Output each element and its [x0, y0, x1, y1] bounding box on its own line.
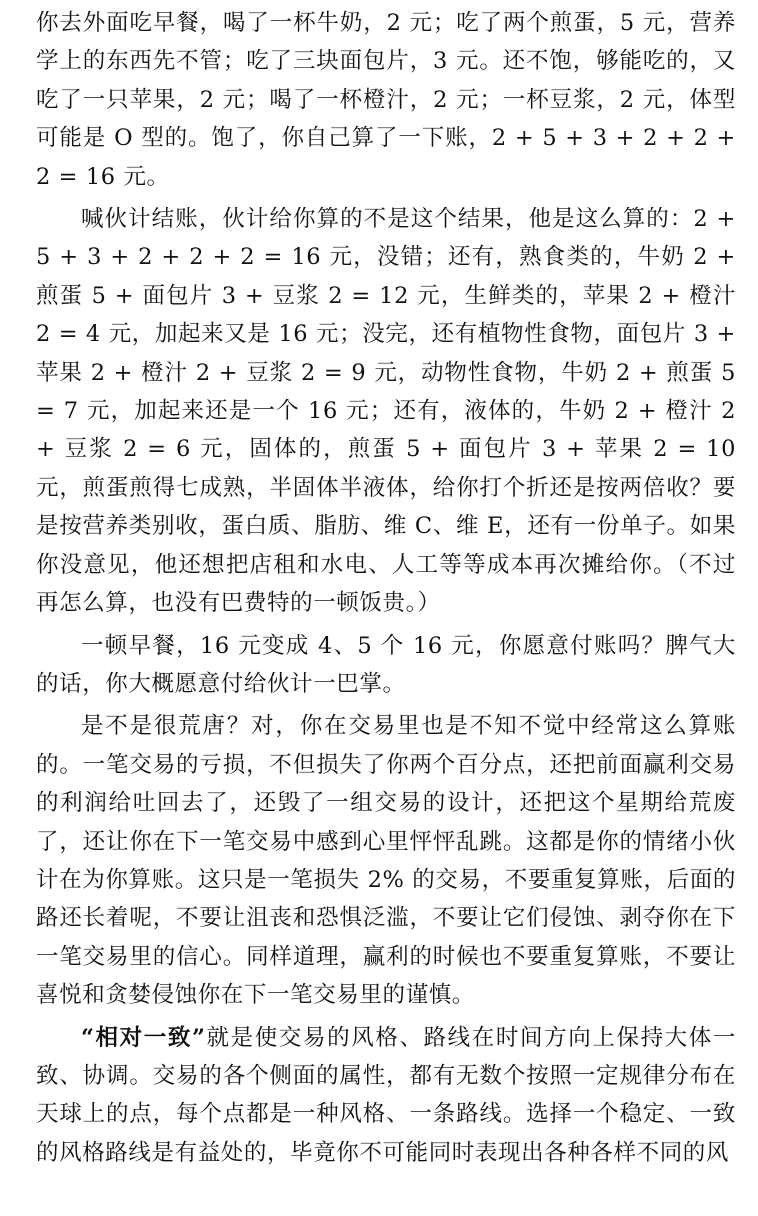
- paragraph-breakfast-question: 一顿早餐，16 元变成 4、5 个 16 元，你愿意付账吗？脾气大的话，你大概愿意付给伙计一巴掌。: [36, 632, 736, 697]
- paragraph-breakfast-story: 你去外面吃早餐，喝了一杯牛奶，2 元；吃了两个煎蛋，5 元，营养学上的东西先不管；吃了三块面包片，3 元。还不饱，够能吃的，又吃了一只苹果，2 元；喝了一杯橙汁，2 元；一杯豆浆，2 元，体型可能是 O 型的。饱了，你自己算了一下账，2 + 5 + 3 + 2 + 2 + 2 = 16 元。: [36, 10, 736, 190]
- paragraph-relative-consistency: [36, 1019, 736, 1173]
- paragraph-relative-consistency-body: 就是使交易的风格、路线在时间方向上保持大体一致、协调。交易的各个侧面的属性，都有无数个按照一定规律分布在天球上的点，每个点都是一种风格、一条路线。选择一个稳定、一致的风格路线是有益处的，毕竟你不可能同时表现出各种各样不同的风: [36, 1024, 737, 1166]
- term-relative-consistency: “相对一致”: [81, 1024, 206, 1051]
- paragraph-waiter-calculation: 喊伙计结账，伙计给你算的不是这个结果，他是这么算的：2 + 5 + 3 + 2 + 2 + 2 = 16 元，没错；还有，熟食类的，牛奶 2 + 煎蛋 5 + 面包片 3 + 豆浆 2 = 12 元，生鲜类的，苹果 2 + 橙汁 2 = 4 元，加起来又是 16 元；没完，还有植物性食物，面包片 3 + 苹果 2 + 橙汁 2 + 豆浆 2 = 9 元，动物性食物，牛奶 2 + 煎蛋 5 = 7 元，加起来还是一个 16 元；还有，液体的，牛奶 2 + 橙汁 2 + 豆浆 2 = 6 元，固体的，煎蛋 5 + 面包片 3 + 苹果 2 = 10 元，煎蛋煎得七成熟，半固体半液体，给你打个折还是按两倍收？要是按营养类别收，蛋白质、脂肪、维 C、维 E，还有一份单子。如果你没意见，他还想把店租和水电、人工等等成本再次摊给你。（不过再怎么算，也没有巴费特的一顿饭贵。）: [36, 206, 736, 617]
- paragraph-trading-accounting: 是不是很荒唐？对，你在交易里也是不知不觉中经常这么算账的。一笔交易的亏损，不但损失了你两个百分点，还把前面赢利交易的利润给吐回去了，还毁了一组交易的设计，还把这个星期给荒废了，还让你在下一笔交易中感到心里怦怦乱跳。这都是你的情绪小伙计在为你算账。这只是一笔损失 2% 的交易，不要重复算账，后面的路还长着呢，不要让沮丧和恐惧泛滥，不要让它们侵蚀、剥夺你在下一笔交易里的信心。同样道理，赢利的时候也不要重复算账，不要让喜悦和贪婪侵蚀你在下一笔交易里的谨慎。: [36, 713, 736, 1009]
